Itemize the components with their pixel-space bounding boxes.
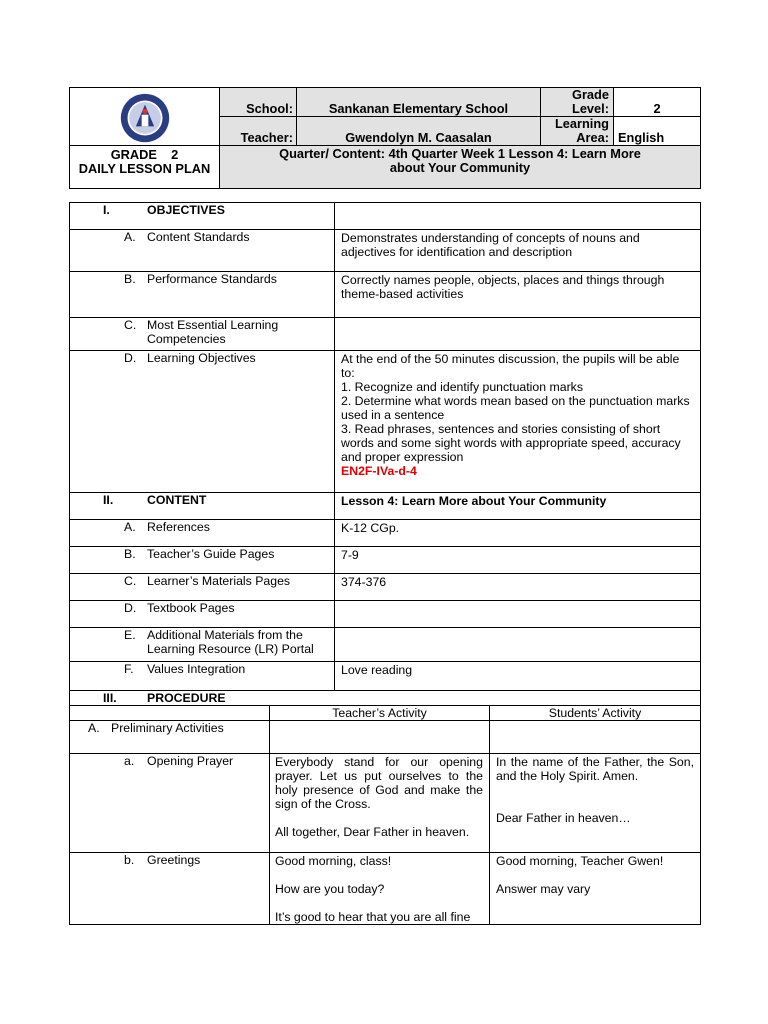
objectives-content-table (69, 202, 701, 691)
table-row (70, 628, 701, 662)
item-label: Opening Prayer (147, 754, 234, 768)
table-row (70, 230, 701, 272)
item-label: Most Essential Learning Competencies (147, 318, 279, 346)
teacher-value: Gwendolyn M. Caasalan (297, 117, 541, 146)
objectives-num: I. (103, 203, 110, 217)
item-letter: D. (124, 601, 137, 615)
table-row (70, 318, 701, 351)
item-letter: a. (124, 754, 135, 768)
activity-text: How are you today? (275, 882, 385, 896)
activity-text: Dear Father in heaven… (496, 811, 631, 825)
grade-plan-cell (70, 146, 220, 189)
item-label: Learning Objectives (147, 351, 256, 365)
item-label: Values Integration (147, 662, 246, 676)
item-letter: F. (124, 662, 134, 676)
item-value: Demonstrates understanding of concepts of nouns and adjectives for identification and description (335, 230, 701, 272)
item-label: References (147, 520, 210, 534)
item-label: Textbook Pages (147, 601, 235, 615)
item-label: Teacher’s Guide Pages (147, 547, 275, 561)
table-row (70, 574, 701, 601)
item-label: Greetings (147, 853, 201, 867)
teacher-activity (270, 754, 490, 853)
learning-objectives-value (335, 351, 701, 493)
procedure-num: III. (103, 691, 117, 705)
item-letter: D. (124, 351, 137, 365)
objectives-row (70, 203, 701, 230)
prelim-label: Preliminary Activities (111, 721, 224, 735)
item-value: K-12 CGp. (335, 520, 701, 547)
item-value (335, 601, 701, 628)
item-letter: B. (124, 547, 136, 561)
activity-text: Answer may vary (496, 882, 591, 896)
table-row (70, 754, 701, 853)
item-value (335, 628, 701, 662)
grade-title: GRADE 2 (110, 147, 179, 162)
area-label-line2: Area: (576, 130, 609, 145)
table-row (70, 272, 701, 318)
competency-code: EN2F-IVa-d-4 (341, 464, 417, 478)
item-letter: C. (124, 318, 137, 332)
table-row (70, 547, 701, 574)
activity-text: Good morning, class! (275, 854, 392, 868)
objective-point: 2. Determine what words mean based on the punctuation marks used in a sentence (341, 394, 690, 422)
school-value: Sankanan Elementary School (297, 88, 541, 117)
table-row (70, 601, 701, 628)
activity-text: Good morning, Teacher Gwen! (496, 854, 664, 868)
learning-area-value: English (614, 117, 701, 146)
teacher-label: Teacher: (220, 117, 297, 146)
student-activity-header: Students’ Activity (490, 706, 701, 721)
item-letter: E. (124, 628, 136, 642)
item-value: 7-9 (335, 547, 701, 574)
table-row (70, 853, 701, 925)
student-activity (490, 754, 701, 853)
item-label: Content Standards (147, 230, 250, 244)
item-label: Performance Standards (147, 272, 277, 286)
item-letter: b. (124, 853, 135, 867)
quarter-content: Quarter/ Content: 4th Quarter Week 1 Lesson 4: Learn More about Your Community (220, 146, 701, 189)
student-activity (490, 853, 701, 925)
table-row (70, 351, 701, 493)
procedure-row (70, 691, 701, 706)
item-letter: C. (124, 574, 137, 588)
deped-seal-icon (120, 93, 170, 143)
item-value (335, 318, 701, 351)
objectives-title: OBJECTIVES (147, 203, 225, 217)
activity-text: In the name of the Father, the Son, and the Holy Spirit. Amen. (496, 755, 695, 783)
activity-text: All together, Dear Father in heaven. (275, 825, 470, 839)
content-title: CONTENT (147, 493, 207, 507)
content-value: Lesson 4: Learn More about Your Community (335, 493, 701, 520)
procedure-table (69, 690, 701, 925)
header-table (69, 87, 701, 189)
learning-area-label (541, 117, 614, 146)
objectives-intro: At the end of the 50 minutes discussion, the pupils will be able to: (341, 352, 680, 380)
teacher-activity-header: Teacher’s Activity (270, 706, 490, 721)
area-label-line1: Learning (554, 116, 609, 131)
procedure-title: PROCEDURE (147, 691, 226, 705)
school-label: School: (220, 88, 297, 117)
prelim-row (70, 721, 701, 754)
activity-text: It’s good to hear that you are all fine (275, 910, 471, 924)
item-label: Additional Materials from the Learning Resource (LR) Portal (147, 628, 314, 656)
teacher-activity (270, 853, 490, 925)
content-heading (70, 493, 334, 507)
item-letter: A. (88, 721, 100, 735)
item-value: Correctly names people, objects, places and things through theme-based activities (335, 272, 701, 318)
table-row (70, 662, 701, 691)
grade-label-line1: Grade (572, 87, 609, 102)
content-row (70, 493, 701, 520)
procedure-heading (70, 691, 700, 705)
plan-title: DAILY LESSON PLAN (78, 161, 211, 176)
table-row (70, 520, 701, 547)
item-letter: A. (124, 520, 136, 534)
item-letter: A. (124, 230, 136, 244)
objectives-heading (70, 203, 334, 217)
item-label: Learner’s Materials Pages (147, 574, 291, 588)
grade-label-line2: Level: (572, 101, 609, 116)
grade-level-label (541, 88, 614, 117)
objective-point: 3. Read phrases, sentences and stories consisting of short words and some sight words with appropriate speed, accuracy and proper expression (341, 422, 681, 464)
item-letter: B. (124, 272, 136, 286)
item-value: 374-376 (335, 574, 701, 601)
grade-level-value: 2 (614, 88, 701, 117)
activity-text: Everybody stand for our opening prayer. Let us put ourselves to the holy presence of God and make the sign of the Cross. (275, 755, 483, 811)
item-value: Love reading (335, 662, 701, 691)
seal-cell (70, 88, 220, 146)
activity-header-row (70, 706, 701, 721)
content-num: II. (103, 493, 114, 507)
objective-point: 1. Recognize and identify punctuation marks (341, 380, 583, 394)
